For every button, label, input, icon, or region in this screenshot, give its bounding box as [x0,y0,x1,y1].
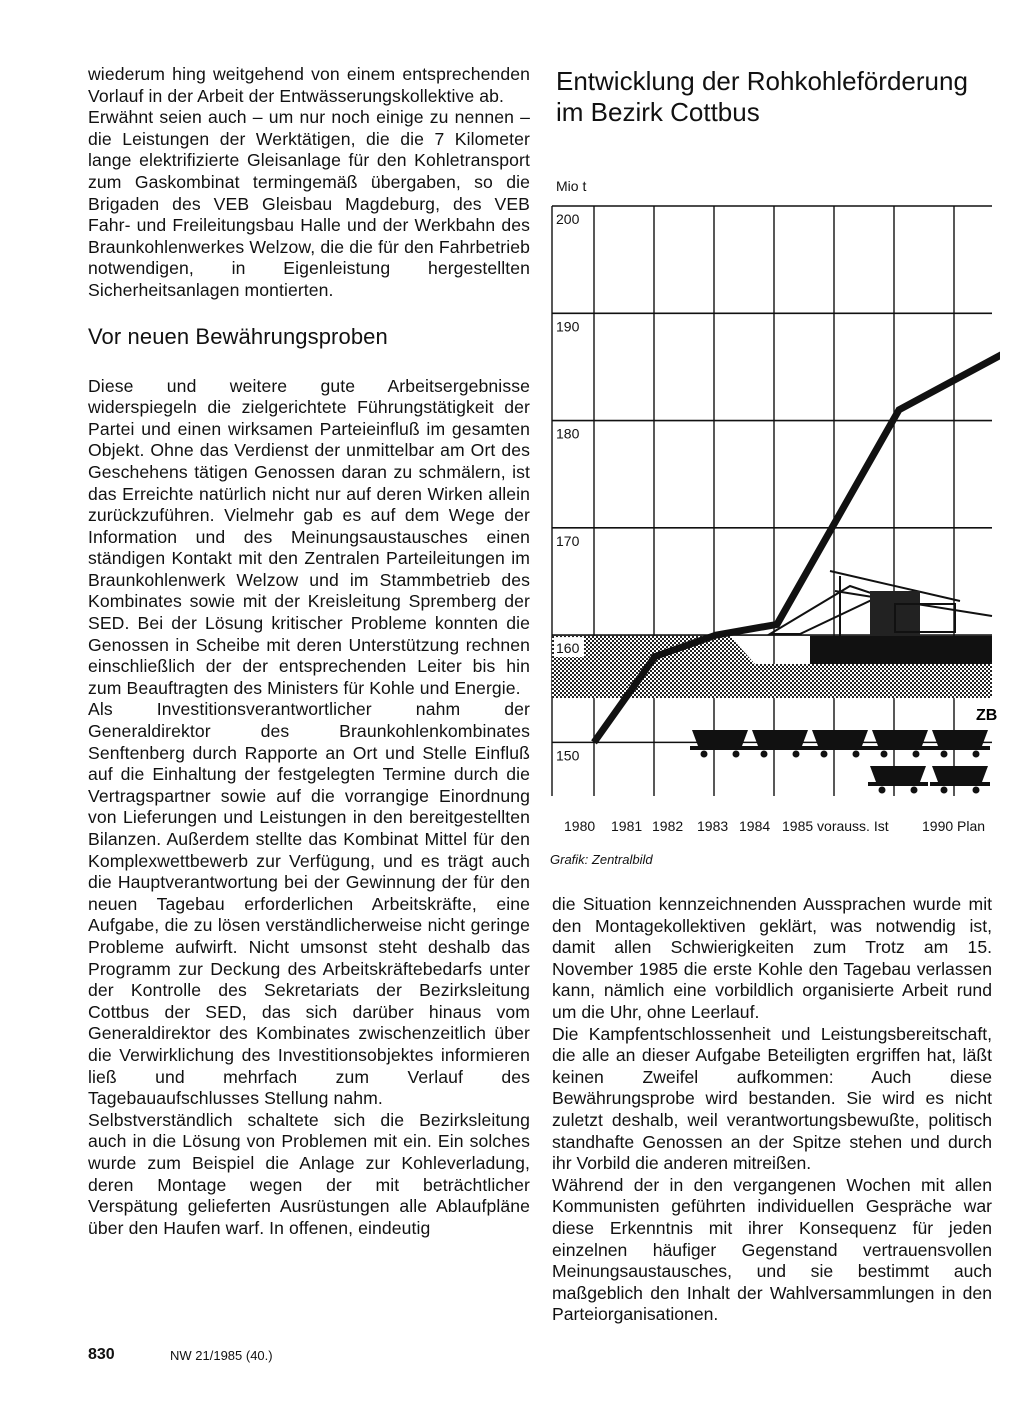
x-tick-label: 1990 Plan [922,818,986,834]
page-number: 830 [88,1346,115,1363]
excavator-base [810,636,992,664]
wagon-wheel [881,751,888,758]
wagon-wheel [941,751,948,758]
wagon-frame [868,782,928,786]
wagon-wheel [733,751,740,758]
y-tick-label: 150 [556,747,580,764]
wagon [872,730,928,746]
x-tick-label: 1985 vorauss. Ist [782,818,889,834]
chart-title-line: im Bezirk Cottbus [556,97,760,127]
y-tick-label: 170 [556,532,580,549]
zb-logo: ZB [976,707,998,724]
wagon [870,766,926,782]
wagon-frame [930,782,990,786]
wagon-wheel [941,787,948,794]
wagon-frame [690,746,750,750]
chart-title [556,66,996,128]
wagon-wheel [821,751,828,758]
wagon [932,730,988,746]
wagon-wheel [973,787,980,794]
right-column [552,894,992,1326]
wagon-wheel [853,751,860,758]
paragraph: Die Kampfentschlossenheit und Leistungsbereitschaft, die alle an dieser Aufgabe Beteiligten ergriffen hat, läßt keinen Zweifel aufkommen: Auch diese Bewährungsprobe wird bestanden. Sie wird es nicht zuletzt deshalb, weil verantwortungsbewußte, politisch standhafte Genossen an der Spitze stehen und durch ihr Vorbild die anderen mitreißen. [552,1023,992,1174]
wagon [692,730,748,746]
wagon-wheel [973,751,980,758]
wagon-wheel [879,787,886,794]
x-tick-label: 1980 [564,818,596,834]
x-tick-label: 1984 [739,818,771,834]
x-tick-label: 1983 [697,818,729,834]
issue-label: NW 21/1985 (40.) [170,1348,273,1363]
wagon [812,730,868,746]
y-axis-unit: Mio t [556,178,587,194]
wagon-wheel [701,751,708,758]
y-tick-label: 200 [556,211,580,227]
left-column [88,64,530,1239]
paragraph: Während der in den vergangenen Wochen mit allen Kommunisten geführten individuellen Gespräche war diese Erkenntnis mit ihrer Konsequenz für jeden einzelnen häufiger Gegenstand vertrauensvollen Meinungsaustausches, und sie bestimmt auch maßgeblich den Inhalt der Wahlversammlungen in den Parteiorganisationen. [552,1174,992,1325]
wagon-wheel [761,751,768,758]
wagon-frame [750,746,810,750]
wagon [932,766,988,782]
wagon-wheel [911,787,918,794]
line-chart [540,196,1000,806]
y-tick-label: 180 [556,425,580,442]
paragraph: Als Investitionsverantwortlicher nahm der Generaldirektor des Braunkohlenkombinates Senftenberg durch Rapporte an Ort und Stelle Einfluß auf die Einhaltung der festgelegten Termine durch die Vertragspartner sowie auf die vorrangige Einordnung von Lieferungen und Leistungen in den bereitgestellten Bilanzen. Außerdem stellte das Kombinat Mittel für den Komplexwettbewerb zur Verfügung, und es trägt auch die Hauptverantwortung bei der Gewinnung der für den neuen Tagebau erforderlichen Arbeitskräfte, eine Aufgabe, die zu lösen verständlicherweise nicht geringe Probleme aufwirft. Nicht umsonst steht deshalb das Programm zur Deckung des Arbeitskräftebedarfs unter der Kontrolle des Sekretariats der Bezirksleitung Cottbus der SED, das sich darüber hinaus vom Generaldirektor des Kombinates zwischenzeitlich über die Verwirklichung des Investitionsobjektes informieren ließ und mehrfach zum Verlauf des Tagebauaufschlusses Stellung nahm. [88,699,530,1109]
y-tick-label: 190 [556,318,580,335]
wagon-wheel [913,751,920,758]
paragraph: Erwähnt seien auch – um nur noch einige zu nennen – die Leistungen der Werktätigen, die die 7 Kilometer lange elektrifizierte Gleisanlage für den Kohletransport zum Gaskombinat termingemäß übergaben, so die Brigaden des VEB Gleisbau Magdeburg, des VEB Fahr- und Freileitungsbau Halle und der Werkbahn des Braunkohlenwerkes Welzow, die die für den Fahrbetrieb notwendigen, in Eigenleistung hergestellten Sicherheitsanlagen montierten. [88,107,530,300]
wagon-frame [930,746,990,750]
x-tick-label: 1981 [611,818,643,834]
wagon-wheel [793,751,800,758]
paragraph: die Situation kennzeichnenden Aussprachen wurde mit den Montagekollektiven geklärt, was notwendig ist, damit allen Schwierigkeiten zum Trotz am 15. November 1985 die erste Kohle den Tagebau verlassen kann, nämlich eine vorbildlich organisierte Arbeit rund um die Uhr, ohne Leerlauf. [552,894,992,1022]
wagon-frame [870,746,930,750]
wagon-frame [810,746,870,750]
paragraph: Diese und weitere gute Arbeitsergebnisse widerspiegeln die zielgerichtete Führungstätigkeit der Partei und einen wirksamen Parteieinfluß im gesamten Objekt. Ohne das Verdienst der unmittelbar am Ort des Geschehens tätigen Genossen daran zu schmälern, ist das Erreichte natürlich nicht nur auf deren Wirken allein zurückzuführen. Vielmehr gab es auf dem Wege der Information und des Meinungsaustausches einen ständigen Kontakt mit den Zentralen Parteileitungen im Braunkohlenwerk Welzow und im Stammbetrieb des Kombinates sowie mit der Kreisleitung Spremberg der SED. Bei der Lösung kritischer Probleme konnten die Genossen in Scheibe mit deren Unterstützung rechnen einschließlich der der entsprechenden Leiter bis hin zum Beauftragten des Ministers für Kohle und Energie. [88,375,530,698]
y-tick-label: 160 [556,640,580,657]
chart-credit: Grafik: Zentralbild [550,852,653,867]
wagon [752,730,808,746]
paragraph: Selbstverständlich schaltete sich die Bezirksleitung auch in die Lösung von Problemen mit ein. Ein solches wurde zum Beispiel die Anlage zur Kohleverladung, deren Montage wegen der mit beträchtlicher Verspätung gelieferten Ausrüstungen alle Ablaufpläne über den Haufen warf. In offenen, eindeutig [88,1109,530,1238]
x-tick-label: 1982 [652,818,684,834]
chart-title-line: Entwicklung der Rohkohleförderung [556,66,968,96]
paragraph: wiederum hing weitgehend von einem entsprechenden Vorlauf in der Arbeit der Entwässerungskollektive ab. [88,64,530,106]
section-heading: Vor neuen Bewährungsproben [88,323,388,349]
